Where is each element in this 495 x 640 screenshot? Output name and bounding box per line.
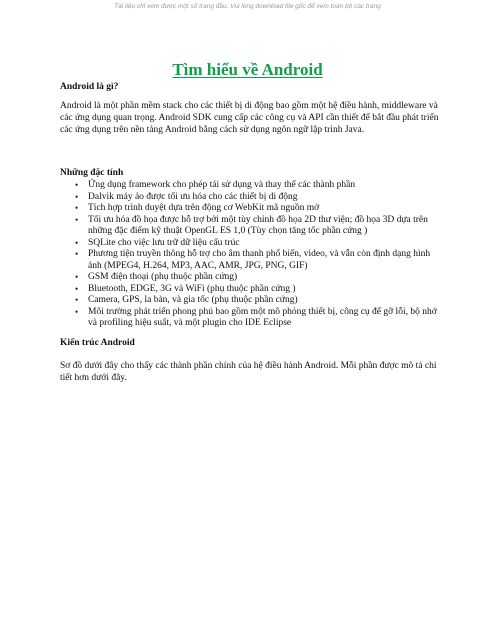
feature-text: Môi trường phát triển phong phú bao gồm một mô phỏng thiết bị, công cụ để gỡ lỗi, bộ nhớ và profiling hiệu suất, và một plugin cho IDE Eclipse <box>88 306 437 328</box>
heading-architecture: Kiến trúc Android <box>60 338 135 348</box>
list-item <box>60 272 445 284</box>
list-item <box>60 180 445 192</box>
feature-text: Tích hợp trình duyệt dựa trên động cơ WebKit mã nguồn mở <box>88 203 320 213</box>
list-item <box>60 215 445 238</box>
bullet-icon: • <box>75 203 79 213</box>
bullet-icon: • <box>75 283 79 294</box>
feature-text: Camera, GPS, la bàn, và gia tốc (phụ thuộc phần cứng) <box>88 295 298 305</box>
feature-text: Tối ưu hóa đồ họa được hỗ trợ bởi một tùy chỉnh đồ họa 2D thư viện; đồ họa 3D dựa trên những đặc điểm kỹ thuật OpenGL ES 1,0 (Tùy chọn tăng tốc phần cứng ) <box>88 214 428 236</box>
heading-what-is-android: Android là gì? <box>60 82 119 92</box>
list-item <box>60 295 445 307</box>
feature-text: Bluetooth, EDGE, 3G và WiFi (phụ thuộc phần cứng ) <box>88 283 296 294</box>
preview-watermark: Tài liệu chỉ xem được một số trang đầu. Vui lòng download file gốc để xem toàn bộ các trang <box>114 3 381 10</box>
bullet-icon: • <box>75 295 79 305</box>
paragraph-what-is-android: Android là một phần mềm stack cho các thiết bị di động bao gồm một hệ điều hành, middleware và các ứng dụng quan trọng. Android SDK cung cấp các công cụ và API cần thiết để bắt đầu phát triển các ứng dụng trên nền tảng Android bằng cách sử dụng ngôn ngữ lập trình Java. <box>60 101 439 135</box>
bullet-icon: • <box>75 272 79 282</box>
list-item <box>60 203 445 215</box>
features-list <box>60 180 445 330</box>
list-item <box>60 307 445 330</box>
bullet-icon: • <box>75 191 79 202</box>
list-item <box>60 192 445 204</box>
feature-text: Ứng dụng framework cho phép tái sử dụng và thay thế các thành phần <box>88 180 356 190</box>
feature-text: Phương tiện truyền thông hỗ trợ cho âm thanh phổ biến, video, và vẫn còn định dạng hình ảnh (MPEG4, H.264, MP3, AAC, AMR, JPG, PNG, GIF) <box>88 249 431 271</box>
list-item <box>60 238 445 250</box>
feature-text: Dalvik máy ảo được tối ưu hóa cho các thiết bị di động <box>88 191 298 202</box>
list-item <box>60 284 445 296</box>
feature-text: GSM điện thoại (phụ thuộc phần cứng) <box>88 272 238 282</box>
paragraph-architecture: Sơ đồ dưới đây cho thấy các thành phần chính của hệ điều hành Android. Mỗi phần được mô tả chi tiết hơn dưới đây. <box>60 361 437 383</box>
heading-features: Những đặc tính <box>60 168 124 178</box>
page-title: Tìm hiểu về Android <box>172 60 323 79</box>
bullet-icon: • <box>75 237 79 248</box>
bullet-icon: • <box>75 180 79 190</box>
bullet-icon: • <box>75 214 79 225</box>
bullet-icon: • <box>75 306 79 317</box>
list-item <box>60 249 445 272</box>
feature-text: SQLite cho việc lưu trữ dữ liệu cấu trúc <box>88 237 240 248</box>
bullet-icon: • <box>75 249 79 259</box>
